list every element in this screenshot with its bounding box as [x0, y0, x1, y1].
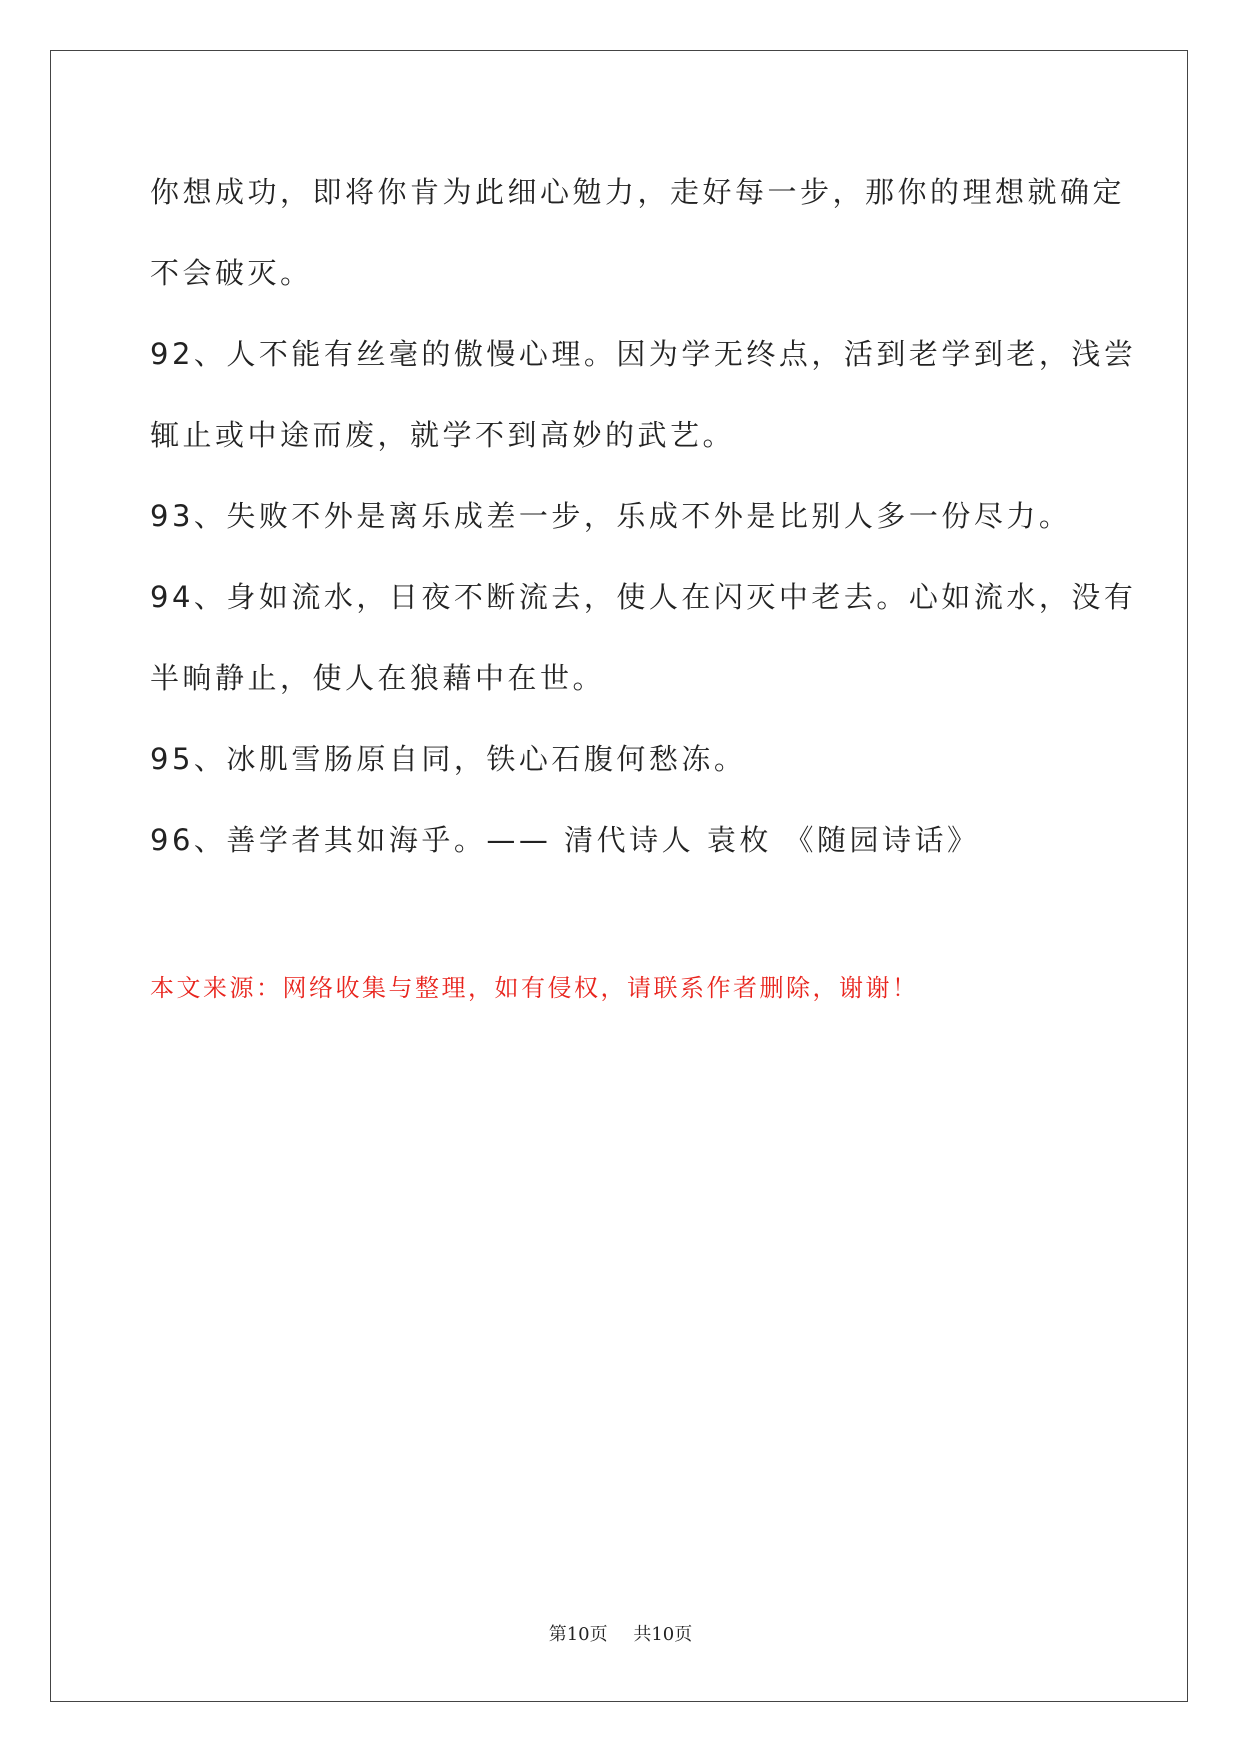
text-line: 96、善学者其如海乎。—— 清代诗人 袁枚 《随园诗话》 [150, 823, 980, 857]
text-line: 93、失败不外是离乐成差一步，乐成不外是比别人多一份尽力。 [150, 499, 1072, 533]
text-line: 辄止或中途而废，就学不到高妙的武艺。 [150, 418, 736, 452]
text-line: 95、冰肌雪肠原自同，铁心石腹何愁冻。 [150, 742, 747, 776]
text-line: 不会破灭。 [150, 256, 313, 290]
text-line: 94、身如流水，日夜不断流去，使人在闪灭中老去。心如流水，没有 [150, 580, 1137, 614]
page-footer [0, 1620, 1241, 1646]
document-body [150, 152, 1137, 881]
text-line: 你想成功，即将你肯为此细心勉力，走好每一步，那你的理想就确定 [150, 175, 1126, 209]
page-number-total: 共10页 [633, 1624, 693, 1645]
text-line: 半晌静止，使人在狼藉中在世。 [150, 661, 606, 695]
page-number-current: 第10页 [548, 1624, 608, 1645]
source-note: 本文来源：网络收集与整理，如有侵权，请联系作者删除，谢谢！ [150, 974, 919, 1002]
text-line: 92、人不能有丝毫的傲慢心理。因为学无终点，活到老学到老，浅尝 [150, 337, 1137, 371]
